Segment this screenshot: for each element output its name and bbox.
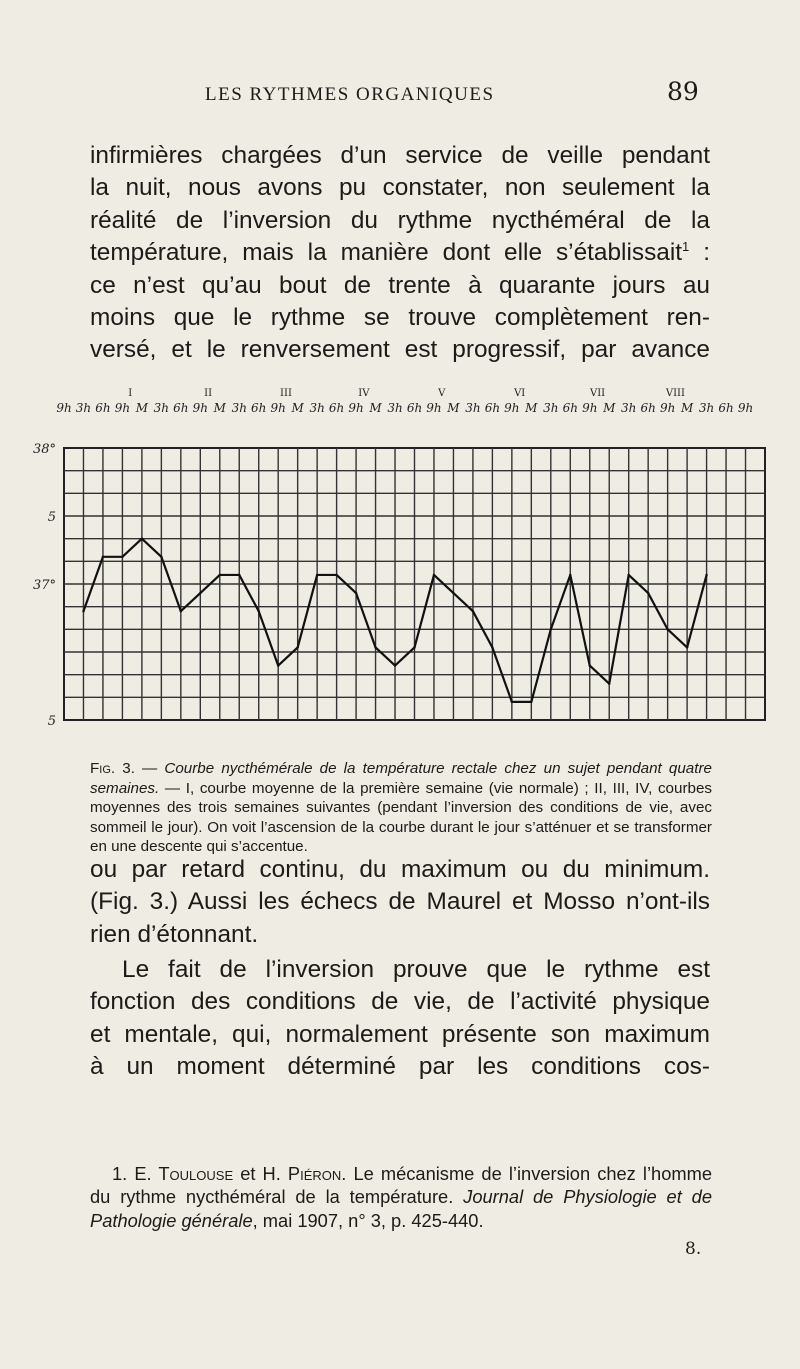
data-point — [452, 592, 454, 594]
data-point — [433, 574, 435, 576]
text-line — [90, 237, 710, 269]
data-point — [355, 592, 357, 594]
data-point — [316, 574, 318, 576]
data-point — [666, 628, 668, 630]
data-point — [491, 646, 493, 648]
footnote-number: 1. — [112, 1163, 128, 1184]
section-mark: II — [204, 388, 213, 399]
series-segment — [239, 575, 258, 611]
hour-label: 9h — [659, 401, 676, 415]
data-point — [121, 556, 123, 558]
caption-label: Fig. 3. — [90, 760, 135, 777]
series-segment — [259, 611, 278, 665]
hour-label: 9h — [582, 401, 598, 415]
hour-label: 6h — [484, 401, 501, 415]
section-mark-layer — [128, 388, 685, 399]
data-point — [627, 574, 629, 576]
data-point — [589, 664, 591, 666]
data-point — [180, 610, 182, 612]
y-tick-label: 38° — [32, 442, 56, 457]
data-point — [335, 574, 337, 576]
data-point — [238, 574, 240, 576]
series-segment — [531, 629, 550, 702]
text-line: réalité de l’inversion du rythme nycthéméral de la — [90, 206, 710, 234]
hour-label: 9h — [270, 401, 286, 415]
hour-label: 6h — [640, 401, 656, 415]
hour-label: M — [369, 401, 382, 415]
data-point — [647, 592, 649, 594]
data-point — [160, 556, 162, 558]
data-point — [686, 646, 688, 648]
paragraph-mid-1 — [90, 854, 710, 951]
hour-label: 3h — [698, 401, 715, 415]
hour-label: M — [291, 401, 304, 415]
series-segment — [142, 539, 161, 557]
footnote-ref: , mai 1907, n° 3, p. 425-440. — [252, 1209, 484, 1231]
hour-label: 6h — [718, 401, 734, 415]
text-line: et mentale, qui, normalement présente son maximum — [90, 1020, 710, 1048]
footnote-author-2: H. Piéron — [262, 1163, 342, 1184]
data-point — [413, 646, 415, 648]
hour-label: 6h — [562, 401, 578, 415]
paragraph-mid-2 — [90, 954, 710, 1084]
hour-label: 6h — [406, 401, 423, 415]
text-line — [90, 954, 710, 986]
hour-label: 6h — [251, 401, 267, 415]
hour-label: M — [680, 401, 694, 415]
hour-label: 9h — [56, 401, 72, 415]
text-line: fonction des conditions de vie, de l’activité physique — [90, 988, 710, 1016]
data-point — [199, 592, 201, 594]
series-segment — [453, 593, 472, 611]
data-point — [394, 664, 396, 666]
hour-label: 6h — [328, 401, 345, 415]
text-line: versé, et le renversement est progressif, par avance — [90, 336, 710, 364]
series-segment — [181, 593, 200, 611]
text-line: ce n’est qu’au bout de trente à quarante jours au — [90, 271, 710, 299]
data-point — [705, 574, 707, 576]
series-segment — [415, 575, 434, 648]
series-segment — [395, 647, 414, 665]
data-point — [219, 574, 221, 576]
footnote-author-1: E. Toulouse — [134, 1163, 234, 1184]
hour-label: M — [135, 401, 149, 415]
hour-label-layer — [56, 401, 753, 415]
section-mark: I — [128, 388, 133, 399]
hour-label: 9h — [192, 401, 208, 415]
temperature-chart — [30, 386, 770, 746]
y-tick-label: 5 — [47, 510, 56, 525]
text-line: (Fig. 3.) Aussi les échecs de Maurel et Mosso n’ont-ils — [90, 888, 710, 916]
figure-caption — [90, 759, 712, 857]
series-segment — [278, 647, 297, 665]
footnote-journal: Journal de Physiologie et de Pathologie générale — [90, 1186, 712, 1231]
text-line: à un moment déterminé par les conditions cos- — [90, 1053, 710, 1081]
section-mark: V — [438, 388, 446, 399]
hour-label: 3h — [465, 401, 481, 415]
data-point — [569, 574, 571, 576]
section-mark: III — [280, 388, 292, 399]
hour-label: 6h — [95, 401, 111, 415]
series-segment — [551, 575, 570, 629]
hour-label: M — [603, 401, 616, 415]
caption-body: — I, courbe moyenne de la première semaine (vie normale) ; II, III, IV, courbes moyennes des trois semaines suivantes (pendant l’inversion des conditions de vie, avec sommeil le jour). On voit l’ascension de la courbe durant le jour s’atténuer et se transformer en une descente qui s’accentue. — [90, 779, 712, 856]
hour-label: 9h — [348, 401, 364, 415]
hour-label: 3h — [309, 401, 325, 415]
paragraph-top — [90, 140, 710, 367]
text-line: moins que le rythme se trouve complètement ren- — [90, 304, 710, 332]
section-mark: VI — [514, 388, 526, 399]
footnote-mark: 1 — [682, 239, 690, 255]
hour-label: 3h — [621, 401, 637, 415]
hour-label: 3h — [543, 401, 559, 415]
text-line: la nuit, nous avons pu constater, non seulement la — [90, 174, 710, 202]
hour-label: 3h — [153, 401, 170, 415]
series-segment — [356, 593, 375, 647]
footnote — [90, 1162, 712, 1232]
data-point — [472, 610, 474, 612]
y-tick-label: 37° — [32, 578, 56, 593]
series-segment — [298, 575, 317, 648]
chart-grid — [64, 448, 765, 720]
section-mark: VII — [589, 388, 606, 399]
series-segment — [648, 593, 667, 629]
caption-dash: — — [134, 760, 165, 777]
text-line: ou par retard continu, du maximum ou du minimum. — [90, 856, 710, 883]
hour-label: 9h — [426, 401, 442, 415]
running-title: LES RYTHMES ORGANIQUES — [205, 84, 495, 105]
data-point — [277, 664, 279, 666]
hour-label: M — [213, 401, 226, 415]
hour-label: 3h — [75, 401, 92, 415]
caption-title: Courbe nycthémérale de la température rectale chez un sujet pendant quatre semaines. — [90, 760, 712, 797]
data-point — [141, 537, 143, 539]
hour-label: 6h — [173, 401, 189, 415]
data-point — [296, 646, 298, 648]
data-point — [608, 683, 610, 685]
data-point — [258, 610, 260, 612]
series-segment — [687, 575, 706, 648]
section-mark: VIII — [665, 388, 685, 399]
text-line: infirmières chargées d’un service de veille pendant — [90, 142, 710, 169]
hour-label: 9h — [114, 401, 131, 415]
signature-mark: 8. — [685, 1239, 702, 1259]
hour-label: 9h — [504, 401, 520, 415]
text-line: rien d’étonnant. — [90, 920, 259, 948]
footnote-text: . Le mécanisme de l’inversion chez l’homme du rythme nycthéméral de la température. — [90, 1163, 712, 1208]
hour-label: 3h — [231, 401, 247, 415]
series-segment — [668, 629, 687, 647]
hour-label: M — [447, 401, 460, 415]
footnote-and: et — [233, 1163, 263, 1184]
data-point — [82, 610, 84, 612]
data-point — [530, 701, 532, 703]
data-point — [550, 628, 552, 630]
data-point — [511, 701, 513, 703]
text-segment: Le fait de l’inversion prouve que le rythme est — [122, 956, 710, 983]
series-segment — [122, 539, 141, 557]
hour-label: 3h — [387, 401, 403, 415]
hour-label: M — [525, 401, 538, 415]
data-point — [374, 646, 376, 648]
series-segment — [376, 647, 395, 665]
text-segment: : — [689, 239, 710, 267]
data-point — [102, 556, 104, 558]
text-segment: température, mais la manière dont elle s’établissait — [90, 239, 683, 267]
temperature-chart-figure — [30, 386, 770, 746]
page-number: 89 — [667, 77, 699, 106]
y-axis-labels — [33, 442, 56, 729]
hour-label: 9h — [737, 401, 754, 415]
section-mark: IV — [358, 388, 370, 399]
y-tick-label: 5 — [47, 714, 56, 729]
